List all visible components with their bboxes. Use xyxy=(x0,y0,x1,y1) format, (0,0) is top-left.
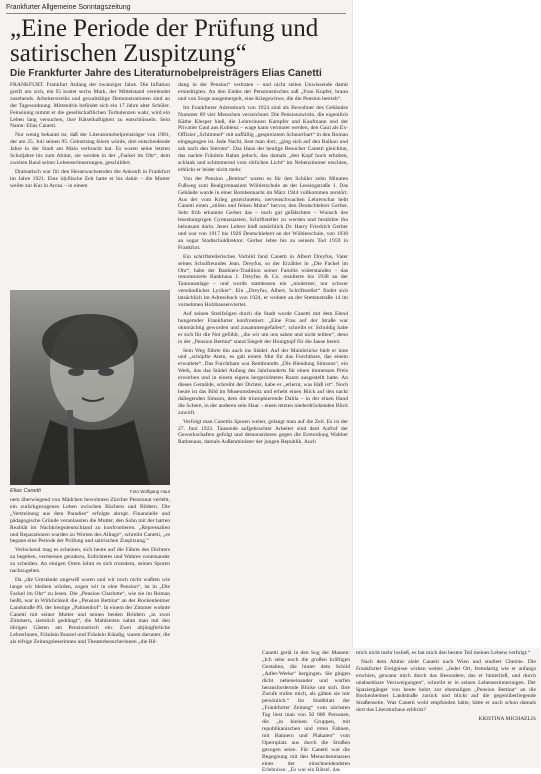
paragraph: nem überwiegend von Mädchen bewohnten Zürcher Pensionat verlebt, ein zurückgezogenes Leben zwischen Büchern und Bildern. Die „Vertreibung aus dem Paradies“ erfolgte abrupt. Finanzielle und pädagogische Gründe veranlassten die Mutter, den Sohn mit der harten Realität im Nachkriegsdeutschland zu konfrontieren. „Repressalien und Reparationen wurden zu Worten des Alltags“, schreibt Canetti, „es begann eine Periode der Prüfung und satirischen Zuspitzung.“ xyxy=(10,497,170,545)
author-byline: KRISTINA MICHAELIS xyxy=(478,716,536,723)
paragraph: Im Frankfurter Adressbuch von 1924 sind als Bewohner des Gebäudes Nummer 89 vier Menschen verzeichnet: Die Pensionswirtin, die eigentlich Käthe Klesper hieß, die Lehrerinnen Kampfer und Kaufmann und der Privatier Gaul aus Koblenz – wage kann vermutet werden, den Gaul als Ex-Offizier „Schimmel“ mit auffällig „gespreiztem Schnurrbart“ in den Roman eingegangen ist. Jede Nacht, liest man dort, „ging sich auf den Balkon und sah nach den Sternen“. Das Haus der heutige Besucher Canetti gleichtun, das nackte Fräulein Rahm jedoch, das damals „den Kopf hoch erhoben, schlank und schimmernd vom rötlichen Licht“ im Nebenzimmer erschien, erblickt er leider nicht mehr. xyxy=(178,104,348,173)
article-column-1-bottom xyxy=(10,497,170,765)
article-column-1-top xyxy=(10,82,170,287)
article-column-4 xyxy=(356,650,536,766)
paragraph: Canetti gerät in den Sog der Massen: „Ich sehe noch die großen kräftigen Gestalten, die hinter dem Schild „Adler-Werke“ hergingen. Sie gingen dicht nebeneinander und warfen herausfordernde Blicke um sich. Ihre Zurufe trafen mich, als gälten sie mir persönlich.“ Im Stadtblatt der „Frankfurter Zeitung“ vom nächsten Tag liest man von 50 000 Personen, die „in kleinen Gruppen, mit republikanischen und roten Fahnen, mit Bannern und Plakaten“ vom Opernplatz aus durch die Straßen gezogen seien. Für Canetti war die Begegnung mit den Menschenmassen eines der einschneidendsten Erlebnisse: „Es war ein Rätsel, das xyxy=(262,650,350,774)
paragraph: FRANKFURT. Frankfurt Anfang der zwanziger Jahre. Die Inflation greift um sich, ein Ei kostet sechs Mark, der Mittelstand verelendet zusehends. Arbeiterstreiks und gewalttätige Demonstrationen sind an der Tagesordnung. Mittendrin befindet sich ein 17 Jahre alter Schüler. Feinsinnig nimmt er die gesellschaftlichen Turbulenzen wahr, wird ein Leben lang versuchen, ihre Rätselhaftigkeit zu entschlüsseln. Sein Name: Elias Canetti. xyxy=(10,82,170,130)
paragraph: Nur wenig bekannt ist, daß der Literaturnobelpreisträger von 1981, der am 25. Juli seinen 95. Geburtstag feiern würde, drei entscheidende Jahre in der Stadt am Main verbracht hat. Es waren seine letzten Schuljahre bis zum Abitur, sie werden in der „Fackel im Ohr“, dem zweiten Band seiner Lebenserinnerungen, geschildert. xyxy=(10,132,170,166)
masthead: Frankfurter Allgemeine Sonntagszeitung xyxy=(6,4,346,14)
article-column-3 xyxy=(262,650,350,774)
photo-credit: Foto Wolfgang Haut xyxy=(130,489,170,494)
portrait-illustration xyxy=(10,290,170,485)
paragraph: mich nicht mehr losließ, es hat mich den besten Teil meines Lebens verfolgt.“ xyxy=(356,650,531,656)
paragraph: Da „die Umstände ungewiß waren und wir noch nicht wußten wie lange wir bleiben würden, zogen wir in eine Pension“, ist in „Die Fackel im Ohr“ zu lesen. Die „Pension Charlotte“, wie sie im Roman heißt, war in Wirklichkeit die „Pension Bettina“ an der Bockenheimer Landstraße 89, der heutige „Palmenhof“. In einem der Zimmer wohnte Canetti mit seiner Mutter und seinen beiden Brüdern „in zwei Zimmern, ziemlich gedrängt“, die Mahlzeiten nahm man mit den übrigen Gästen am Pensionstisch ein. Zwei altjüngferliche Lehrerinnen, Fräulein Bunzel und Fräulein Kündig, waren darunter, die als eifrige Zeitungsleserinnen und Theaterbesucherinnen „die Bil- xyxy=(10,576,170,646)
photo-caption xyxy=(10,488,170,494)
headline: „Eine Periode der Prüfung und satirischen Zuspitzung“ xyxy=(10,15,319,67)
caption-text: Elias Canetti xyxy=(10,488,41,494)
paragraph: Von der Pension „Bettina“ waren es für den Schüler zehn Minuten Fußweg zum Realgymnasium Wöhlerschule an der Lessingstraße 1. Das Gebäude wurde in einer Bombennacht im März 1944 vollkommen zerstört. Aus der vom Krieg gezeichneten, nervenschwachen Lehrerschar hebt Canetti einen „stillen und feinen Mann“ hervor, den Deutschlehrer Gerber. Sehr früh erkannte Gerber das – noch gut gefälschten – Wunsch des leseshungrigen Gymnasiasten, Schriftsteller zu werden und bestärkte ihn behutsam darin. Jener Lehrer hieß tatsächlich Dr. Harry Friedrich Gerber und war von 1917 bis 1926 Deutschlehrer an der Wöhlerschule, von 1938 an sogar Stadtschuldirektor. Gerber lebte bis zu seinem Tod 1959 in Frankfurt. xyxy=(178,175,348,251)
paragraph: Ein schriftstellerisches Vorbild fand Canetti in Albert Dreyfus, Vater seines Schulfreundes Jean. Dreyfus, so der Erzähler in „Die Fackel im Ohr“, habe der Bankiers-Tradition seiner Familie widerstanden – das renommierte Bankhaus J. Dreyfus & Co. residierte bis 1938 an der Taunusanlage – und wurde stattdessen ein „moderner, nur schwer verständlicher Lyriker“. Ein „Dreyfus, Albert, Schriftsteller“ findet sich tatsächlich im Adressbuch von 1924, er wohnte an der Stettenstraße 14 im vornehmen Holzhausenviertel. xyxy=(178,253,348,309)
blank-area xyxy=(352,0,541,650)
paragraph: Dramatisch war für den Heranwachsenden die Ankunft in Frankfurt im Jahre 1921. Eine idyllische Zeit hatte er bis dahin – die Mutter weilte zur Kur in Arosa – in einem xyxy=(10,168,170,189)
author-photo xyxy=(10,290,170,485)
paragraph: dung in der Pension“ vertraten – und nicht selten Unwissende damit erniedrigten. An den Endes der Pensionstisches saß „Frau Kupfer, braun und von Sorge ausgemergelt, eine Kriegswitwe, die die Pension betrieb“. xyxy=(178,82,348,102)
paragraph: Verlockend mag es scheinen, sich heute auf die Fährte des Dichters zu begeben, vermessen geradezu, Erdichtetes und Wahres voneinander zu scheiden. An einigen Orten lohnt es sich trotzdem, seinen Spuren nachzugehen. xyxy=(10,547,170,575)
paragraph: Auf seinen Streifzügen durch die Stadt wurde Canetti mit dem Elend hungernder Frankfurter konfrontiert. „Eine Frau auf der Straße war ohnmächtig geworden und zusammengefallen“, schreibt er. Schuldig habe er sich für die Not gefühlt, „die wir um uns sahen und nicht teilten“, denn in der „Pension Bettina“ stand Siegelt der Honigtopf für die Jause bereit. xyxy=(178,311,348,345)
paragraph: Verfolgt man Canettis Spuren weiter, gelangt man auf die Zeil. Es ist der 27. Juni 1922. Tausende aufgebrachter Arbeiter sind dem Aufruf der Gewerkschaften gefolgt und demonstrieren gegen die Ermordung Walther Rathenaus, damals Außenminister der jungen Republik. Auch xyxy=(178,418,348,446)
paragraph: Nach dem Abitur zieht Canetti nach Wien und studiert Chemie. Die Frankfurter Ereignisse wirken weiter. „Jeder Ort, fremdartig wie er anfangs erschien, gewann mich durch das Besondere, das er hinterließ, und durch unabsehbare Verzweigungen“, schreibt er in seinen Lebenserinnerungen. Der Spaziergänger von heute kehrt zur ehemaligen „Pension Bettina“ an die Bockenheimer Landstraße zurück und blickt auf die gegenüberliegende Straßenseite. Was Canetti wohl empfunden hätte, hätte er auch schon damals dort das Literaturhaus erblickt? xyxy=(356,658,536,714)
subheadline: Die Frankfurter Jahre des Literaturnobelpreisträgers Elias Canetti xyxy=(10,68,322,79)
paragraph: Sein Weg führte ihn auch ins Städel. Auf der Mainbrücke hielt er inne und „schöpfte Atem, es gab einem Mut für das Furchtbare, das einem erwartete“. Das Furchtbare war Rembrandts „Die Blendung Simsons“, ein Werk, das das Städel Anfang des Jahrhunderts für einen immensen Preis erworben und in einem eigens hergerichteten Raum ausgestellt hatte. An dieses Gemälde, schreibt der Dichter, habe er „erlernt, was Haß ist“. Noch heute ist das Bild im Museumsbesitz und erhebt einen Blick auf den nackt daliegenden Simson, dem die triumphierende Dalila – in der einen Hand die Schere, in der anderen sein Haar – einen letzten niederdrückenden Blick zuwirft. xyxy=(178,347,348,416)
